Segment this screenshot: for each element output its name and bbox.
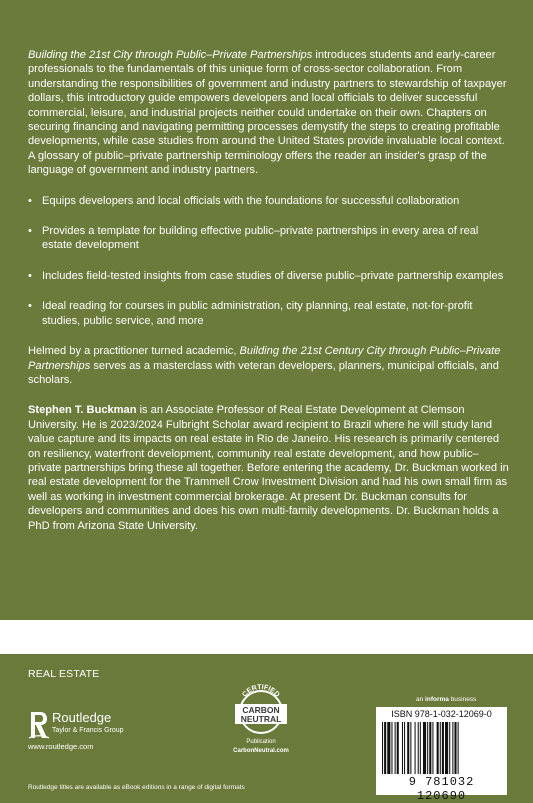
author-name: Stephen T. Buckman — [28, 404, 137, 417]
intro-book-title: Building the 21st City through Public–Private Partnerships — [28, 49, 313, 61]
carbon-seal-top: CERTIFIED — [241, 683, 281, 699]
informa-credit: an informa business — [416, 696, 477, 703]
carbon-url: CarbonNeutral.com — [233, 748, 289, 754]
feature-item: • Includes field-tested insights from case studies of diverse public–private partnership examples — [28, 269, 510, 283]
intro-paragraph — [28, 48, 510, 178]
publisher-name: Routledge — [52, 710, 112, 725]
barcode-panel — [376, 707, 507, 803]
cover-footer — [0, 654, 533, 803]
intro-text: introduces students and early-career professionals to the fundamentals of this unique form of cross-sector collaboration. From understanding the responsibilities of government and industry partners to stewardship of taxpayer dollars, this introductory guide empowers developers and local officials to deliver successful commercial, leisure, and industrial projects neither could undertake on their own. Chapters on securing financing and navigating permitting processes demystify the steps to creating profitable developments, while case studies from around the United States provide invaluable local context. A glossary of public–private partnership terminology offers the reader an insider's grasp of the language of government and industry partners. — [28, 49, 507, 177]
carbon-neutral-seal-icon — [226, 682, 296, 740]
publisher-group: Taylor & Francis Group — [52, 727, 124, 734]
feature-item: • Ideal reading for courses in public administration, city planning, real estate, not-for-profit studies, public service, and more — [28, 299, 510, 328]
ebook-note: Routledge titles are available as eBook editions in a range of digital formats — [28, 784, 245, 791]
feature-item: • Equips developers and local officials with the foundations for successful collaboration — [28, 194, 510, 208]
feature-list — [28, 194, 510, 328]
closing-text: serves as a masterclass with veteran developers, planners, municipal officials, and scholars. — [28, 359, 499, 386]
isbn-label: ISBN 978-1-032-12069-0 — [391, 709, 492, 719]
closing-paragraph — [28, 344, 510, 387]
closing-book-title: Building the 21st Century City through Public–Private Partnerships — [28, 345, 501, 372]
white-band — [0, 620, 533, 654]
author-bio-text: is an Associate Professor of Real Estate Development at Clemson University. He is 2023/2024 Fulbright Scholar award recipient to Brazil where he will study land value capture and its impacts on real estate in Rio de Janeiro. His research is primarily centered on resiliency, waterfront development, community real estate development, and how public–private partnerships bring these all together. Before entering the academy, Dr. Buckman worked in real estate development for the Trammell Crow Investment Division and had his own small firm as well as working in investment commercial brokerage. At present Dr. Buckman consults for developers and communities and does his own multi-family developments. Dr. Buckman holds a PhD from Arizona State University. — [28, 404, 509, 532]
subject-category: REAL ESTATE — [28, 668, 100, 680]
barcode-number: 9 781032 120690 — [408, 775, 475, 803]
author-bio — [28, 403, 510, 533]
carbon-label: Publication — [246, 739, 276, 745]
carbon-seal-word-2: NEUTRAL — [240, 714, 282, 724]
routledge-logo-icon — [28, 710, 50, 740]
carbon-seal-word-1: CARBON — [242, 705, 280, 715]
blurb — [28, 48, 510, 549]
barcode-icon — [382, 722, 501, 774]
publisher-url: www.routledge.com — [28, 742, 94, 751]
feature-item: • Provides a template for building effective public–private partnerships in every area of real estate development — [28, 224, 510, 253]
closing-prefix: Helmed by a practitioner turned academic, — [28, 345, 240, 358]
